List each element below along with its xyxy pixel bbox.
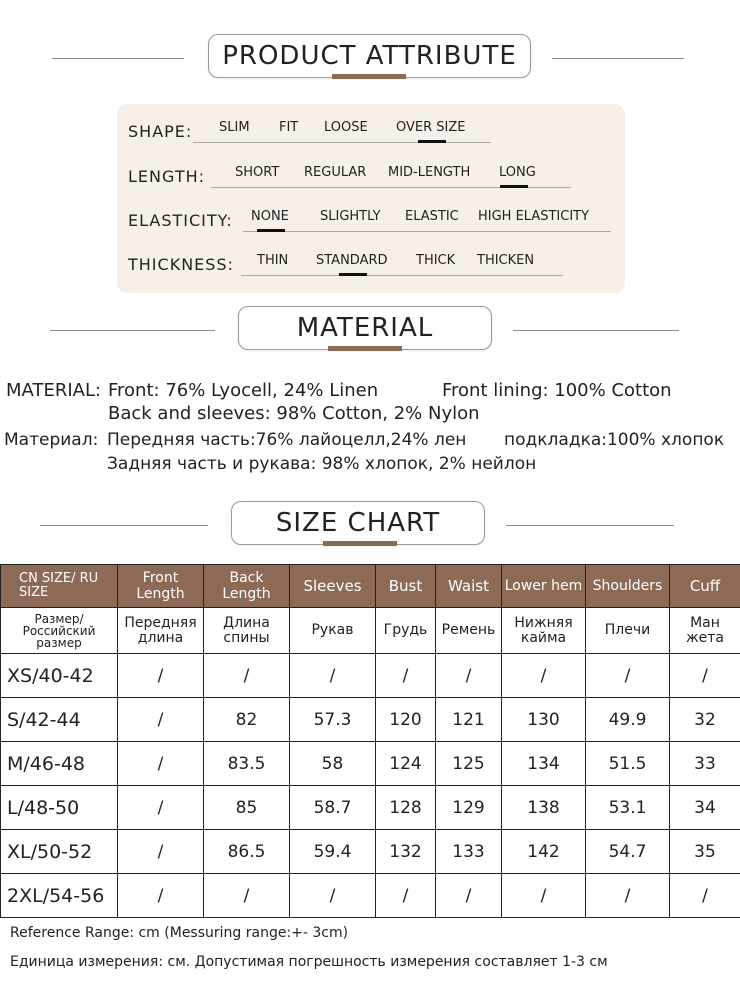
reference-note-en: Reference Range: cm (Messuring range:+- 3cm)	[10, 925, 349, 941]
value-cell: 86.5	[204, 830, 290, 874]
header-cell: Shoulders	[586, 565, 670, 608]
value-cell: 49.9	[586, 698, 670, 742]
value-cell: /	[376, 654, 436, 698]
value-cell: /	[502, 874, 586, 918]
header-cell-ru: Рукав	[290, 608, 376, 654]
attribute-option: FIT	[279, 120, 299, 135]
size-chart-table	[0, 564, 740, 918]
table-header-en	[1, 565, 740, 608]
value-cell: 54.7	[586, 830, 670, 874]
value-cell: 124	[376, 742, 436, 786]
product-attribute-title: PRODUCT ATTRIBUTE	[208, 34, 531, 78]
selected-marker	[418, 140, 446, 143]
attribute-label: SHAPE:	[128, 122, 193, 141]
attribute-option-selected: LONG	[499, 165, 536, 180]
value-cell: /	[118, 786, 204, 830]
value-cell: 32	[670, 698, 740, 742]
value-cell: /	[436, 654, 502, 698]
material-header	[0, 306, 740, 356]
value-cell: 59.4	[290, 830, 376, 874]
value-cell: /	[376, 874, 436, 918]
attribute-option: REGULAR	[304, 165, 367, 180]
header-cell-ru: Ман жета	[670, 608, 740, 654]
header-cell-ru: Грудь	[376, 608, 436, 654]
attribute-panel	[117, 104, 625, 293]
value-cell: /	[118, 742, 204, 786]
material-back-ru: Задняя часть и рукава: 98% хлопок, 2% нейлон	[107, 454, 537, 474]
size-chart-header	[0, 501, 740, 551]
table-header-ru	[1, 608, 740, 654]
attribute-option: HIGH ELASTICITY	[478, 209, 590, 224]
header-cell-ru: Плечи	[586, 608, 670, 654]
selected-marker	[339, 273, 367, 276]
attribute-option-selected: STANDARD	[316, 253, 388, 268]
header-cell: Back Length	[204, 565, 290, 608]
value-cell: 35	[670, 830, 740, 874]
value-cell: 138	[502, 786, 586, 830]
attribute-row-elasticity	[117, 209, 625, 239]
value-cell: /	[586, 874, 670, 918]
header-cell-ru: Размер/ Российский размер	[1, 608, 118, 654]
value-cell: 57.3	[290, 698, 376, 742]
value-cell: 125	[436, 742, 502, 786]
material-lining-en: Front lining: 100% Cotton	[442, 380, 672, 401]
size-cell: L/48-50	[1, 786, 118, 830]
selected-marker	[500, 185, 528, 188]
table-row	[1, 786, 740, 830]
value-cell: 58.7	[290, 786, 376, 830]
table-row	[1, 698, 740, 742]
value-cell: /	[118, 698, 204, 742]
header-cell-ru: Передняя длина	[118, 608, 204, 654]
attribute-option: SLIGHTLY	[320, 209, 381, 224]
value-cell: 130	[502, 698, 586, 742]
table-row	[1, 874, 740, 918]
value-cell: 53.1	[586, 786, 670, 830]
header-cell: CN SIZE/ RU SIZE	[1, 565, 118, 608]
size-cell: XS/40-42	[1, 654, 118, 698]
attribute-label: ELASTICITY:	[128, 211, 233, 230]
value-cell: 142	[502, 830, 586, 874]
attribute-option: THICKEN	[477, 253, 535, 268]
table-row	[1, 742, 740, 786]
value-cell: 58	[290, 742, 376, 786]
header-cell: Lower hem	[502, 565, 586, 608]
material-back-en: Back and sleeves: 98% Cotton, 2% Nylon	[108, 403, 480, 424]
attribute-row-length	[117, 165, 625, 195]
value-cell: 82	[204, 698, 290, 742]
attribute-option: THIN	[257, 253, 289, 268]
header-cell-ru: Нижняя кайма	[502, 608, 586, 654]
material-lining-ru: подкладка:100% хлопок	[504, 430, 725, 450]
attribute-row-thickness	[117, 253, 625, 283]
value-cell: 51.5	[586, 742, 670, 786]
attribute-option: MID-LENGTH	[388, 165, 471, 180]
attribute-option: THICK	[416, 253, 456, 268]
material-front-en: Front: 76% Lyocell, 24% Linen	[108, 380, 379, 401]
value-cell: 83.5	[204, 742, 290, 786]
value-cell: 33	[670, 742, 740, 786]
value-cell: /	[118, 874, 204, 918]
material-front-ru: Передняя часть:76% лайоцелл,24% лен	[107, 430, 467, 450]
size-cell: M/46-48	[1, 742, 118, 786]
material-label-en: MATERIAL:	[6, 380, 102, 401]
attribute-label: THICKNESS:	[128, 255, 234, 274]
header-cell: Cuff	[670, 565, 740, 608]
material-label-ru: Материал:	[4, 430, 99, 450]
attribute-option-selected: OVER SIZE	[396, 120, 466, 135]
value-cell: 120	[376, 698, 436, 742]
attribute-option: SHORT	[235, 165, 280, 180]
attribute-option: SLIM	[219, 120, 250, 135]
value-cell: 129	[436, 786, 502, 830]
size-cell: S/42-44	[1, 698, 118, 742]
header-cell-ru: Ремень	[436, 608, 502, 654]
value-cell: 85	[204, 786, 290, 830]
attribute-row-shape	[117, 120, 625, 150]
header-cell: Sleeves	[290, 565, 376, 608]
value-cell: /	[290, 874, 376, 918]
header-cell: Waist	[436, 565, 502, 608]
value-cell: 34	[670, 786, 740, 830]
attribute-option: ELASTIC	[405, 209, 459, 224]
value-cell: /	[502, 654, 586, 698]
header-cell: Bust	[376, 565, 436, 608]
value-cell: /	[118, 830, 204, 874]
value-cell: 132	[376, 830, 436, 874]
value-cell: /	[670, 874, 740, 918]
attribute-option: LOOSE	[324, 120, 368, 135]
value-cell: /	[670, 654, 740, 698]
value-cell: /	[118, 654, 204, 698]
value-cell: /	[586, 654, 670, 698]
table-row	[1, 654, 740, 698]
value-cell: /	[204, 874, 290, 918]
size-cell: XL/50-52	[1, 830, 118, 874]
size-chart-title: SIZE CHART	[231, 501, 485, 545]
value-cell: 133	[436, 830, 502, 874]
reference-note-ru: Единица измерения: см. Допустимая погрешность измерения составляет 1-3 см	[10, 954, 608, 970]
value-cell: /	[436, 874, 502, 918]
value-cell: 134	[502, 742, 586, 786]
header-cell-ru: Длина спины	[204, 608, 290, 654]
attribute-option-selected: NONE	[251, 209, 289, 224]
material-title: MATERIAL	[238, 306, 492, 350]
value-cell: 121	[436, 698, 502, 742]
header-cell: Front Length	[118, 565, 204, 608]
value-cell: 128	[376, 786, 436, 830]
value-cell: /	[204, 654, 290, 698]
product-attribute-header	[0, 34, 740, 84]
selected-marker	[257, 229, 285, 232]
attribute-label: LENGTH:	[128, 167, 206, 186]
value-cell: /	[290, 654, 376, 698]
table-row	[1, 830, 740, 874]
size-cell: 2XL/54-56	[1, 874, 118, 918]
